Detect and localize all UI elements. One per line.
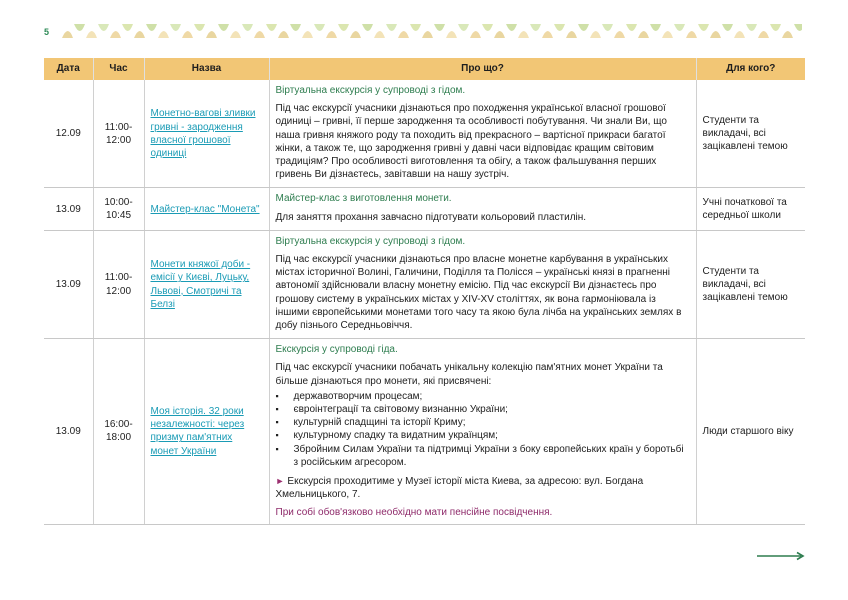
pattern-leaf: [674, 24, 685, 31]
row-date: 13.09: [44, 339, 93, 524]
pattern-leaf: [278, 31, 289, 38]
row-date: 13.09: [44, 230, 93, 338]
pattern-leaf: [62, 31, 73, 38]
row-audience: Студенти та викладачі, всі зацікавлені темою: [696, 80, 805, 188]
event-title-link[interactable]: Моя історія. 32 роки незалежності: через призму пам'ятних монет України: [150, 406, 245, 457]
row-time: [93, 188, 144, 230]
time-to: 12:00: [105, 134, 132, 146]
time-from: 10:00-: [104, 196, 133, 208]
time-from: 11:00-: [104, 272, 133, 284]
triangle-marker-icon: ►: [275, 476, 285, 487]
event-title-link[interactable]: Монетно-вагові зливки гривні - зародження власної грошової одиниці: [150, 108, 256, 159]
header-audience: Для кого?: [696, 58, 805, 80]
pattern-leaf: [794, 24, 802, 31]
topics-list: [276, 390, 690, 469]
pattern-leaf: [86, 31, 97, 38]
pattern-leaf: [578, 24, 589, 31]
pattern-leaf: [74, 24, 85, 31]
pattern-leaf: [734, 31, 745, 38]
table-row: [44, 80, 805, 188]
pattern-leaf: [182, 31, 193, 38]
table-header-row: [44, 58, 805, 80]
pattern-leaf: [698, 24, 709, 31]
pattern-leaf: [686, 31, 697, 38]
row-about: [269, 80, 696, 188]
pattern-leaf: [362, 24, 373, 31]
time-to: 10:45: [105, 210, 132, 222]
pattern-leaf: [398, 31, 409, 38]
pattern-leaf: [122, 24, 133, 31]
row-time: [93, 339, 144, 524]
pattern-leaf: [614, 31, 625, 38]
pattern-leaf: [254, 31, 265, 38]
pattern-leaf: [446, 31, 457, 38]
row-title-cell: [144, 188, 269, 230]
pattern-leaf: [242, 24, 253, 31]
address-line: [276, 475, 690, 501]
pattern-leaf: [230, 31, 241, 38]
pattern-leaf: [470, 31, 481, 38]
pattern-leaf: [710, 31, 721, 38]
pattern-leaf: [746, 24, 757, 31]
header-name: Назва: [144, 58, 269, 80]
row-date: 12.09: [44, 80, 93, 188]
header-date: Дата: [44, 58, 93, 80]
row-date: 13.09: [44, 188, 93, 230]
about-text: Для заняття прохання завчасно підготувати кольоровий пластилін.: [275, 211, 587, 223]
list-item: ▪ культурній спадщині та історії Криму;: [276, 416, 690, 429]
event-title-link[interactable]: Монети княжої доби - емісії у Києві, Луцьку, Львові, Смотричі та Белзі: [150, 259, 251, 310]
decorative-pattern: [62, 22, 802, 40]
row-time: [93, 230, 144, 338]
table-row: [44, 339, 805, 524]
pattern-leaf: [650, 24, 661, 31]
pattern-leaf: [770, 24, 781, 31]
pension-note: При собі обов'язково необхідно мати пенсійне посвідчення.: [275, 507, 553, 519]
arrow-right-icon[interactable]: [757, 551, 805, 561]
row-about: [269, 230, 696, 338]
pattern-leaf: [542, 31, 553, 38]
pattern-leaf: [482, 24, 493, 31]
row-title-cell: [144, 230, 269, 338]
pattern-leaf: [206, 31, 217, 38]
pattern-leaf: [662, 31, 673, 38]
time-from: 16:00-: [104, 419, 133, 431]
pattern-leaf: [98, 24, 109, 31]
list-item: ▪ євроінтеграції та світовому визнанню України;: [276, 403, 690, 416]
pattern-leaf: [158, 31, 169, 38]
page-number: 5: [44, 27, 50, 37]
pattern-leaf: [422, 31, 433, 38]
pattern-leaf: [146, 24, 157, 31]
pattern-leaf: [494, 31, 505, 38]
pattern-leaf: [434, 24, 445, 31]
pattern-leaf: [194, 24, 205, 31]
pattern-leaf: [626, 24, 637, 31]
about-text: Під час екскурсії учасники побачать унікальну колекцію пам'ятних монет України та більше дізнаються про монети, які присвячені:: [275, 362, 663, 387]
row-audience: Люди старшого віку: [696, 339, 805, 524]
pattern-leaf: [566, 31, 577, 38]
row-audience: Учні початкової та середньої школи: [696, 188, 805, 230]
pattern-leaf: [518, 31, 529, 38]
pattern-leaf: [554, 24, 565, 31]
pattern-leaf: [110, 31, 121, 38]
about-heading: Віртуальна екскурсія у супроводі з гідом.: [275, 235, 466, 247]
list-item: ▪ Збройним Силам України та підтримці України з боку європейських країн у боротьбі з російським агресором.: [276, 443, 690, 469]
pattern-leaf: [170, 24, 181, 31]
row-audience: Студенти та викладачі, всі зацікавлені темою: [696, 230, 805, 338]
schedule-table: [44, 58, 805, 525]
pattern-leaf: [386, 24, 397, 31]
pattern-leaf: [506, 24, 517, 31]
pattern-leaf: [290, 24, 301, 31]
pattern-leaf: [326, 31, 337, 38]
pattern-leaf: [530, 24, 541, 31]
pattern-leaf: [722, 24, 733, 31]
pattern-leaf: [758, 31, 769, 38]
table-row: [44, 188, 805, 230]
about-text: Під час екскурсії учасники дізнаються про власне монетне карбування в українських містах історичної Волині, Галичини, Поділля та Полісся – українські князі в прагненні автономії здійснювали власну монетну емісію. Під час екскурсії Ви дізнаєтесь про грошову систему в українських містах у XIV-XV століттях, як вона гармоніювала із іншими європейськими монетами того часу та якою була лічба на українських землях в добу пізнього Середньовіччя.: [275, 254, 682, 332]
row-about: [269, 339, 696, 524]
pattern-leaf: [266, 24, 277, 31]
header-time: Час: [93, 58, 144, 80]
pattern-leaf: [458, 24, 469, 31]
table-row: [44, 230, 805, 338]
pattern-leaf: [602, 24, 613, 31]
about-text: Під час екскурсії учасники дізнаються про походження української власної грошової одиниці – гривні, її перше зародження та особливості побутування. Чи знали Ви, що наша гривня княжого роду та походить від прекрасного – вартісної прикраси багатої жінки, а також те, що зародження гривні у давні часи відповідає кращим світовим традиціям? Про особливості виготовлення та обігу, а також фальшування перших гривень Ви дізнаєтесь, завітавши на нашу зустріч.: [275, 103, 667, 181]
about-heading: Віртуальна екскурсія у супроводі з гідом.: [275, 85, 466, 96]
pattern-leaf: [350, 31, 361, 38]
row-title-cell: [144, 80, 269, 188]
header-about: Про що?: [269, 58, 696, 80]
event-title-link[interactable]: Майстер-клас "Монета": [150, 203, 260, 215]
pattern-leaf: [410, 24, 421, 31]
row-about: [269, 188, 696, 230]
pattern-leaf: [782, 31, 793, 38]
pattern-leaf: [134, 31, 145, 38]
list-item: ▪ культурному спадку та видатним українцям;: [276, 429, 690, 442]
row-title-cell: [144, 339, 269, 524]
pattern-leaf: [590, 31, 601, 38]
pattern-leaf: [314, 24, 325, 31]
about-heading: Майстер-клас з виготовлення монети.: [275, 193, 452, 205]
time-to: 18:00: [105, 432, 132, 444]
about-heading: Екскурсія у супроводі гіда.: [275, 344, 398, 356]
pattern-leaf: [338, 24, 349, 31]
row-time: [93, 80, 144, 188]
time-from: 11:00-: [104, 121, 133, 133]
pattern-leaf: [374, 31, 385, 38]
time-to: 12:00: [105, 285, 132, 297]
list-item: ▪ державотворчим процесам;: [276, 390, 690, 403]
pattern-leaf: [638, 31, 649, 38]
pattern-leaf: [302, 31, 313, 38]
pattern-leaf: [218, 24, 229, 31]
address-text: Екскурсія проходитиме у Музеї історії міста Киева, за адресою: вул. Богдана Хмельницького, 7.: [275, 476, 644, 501]
